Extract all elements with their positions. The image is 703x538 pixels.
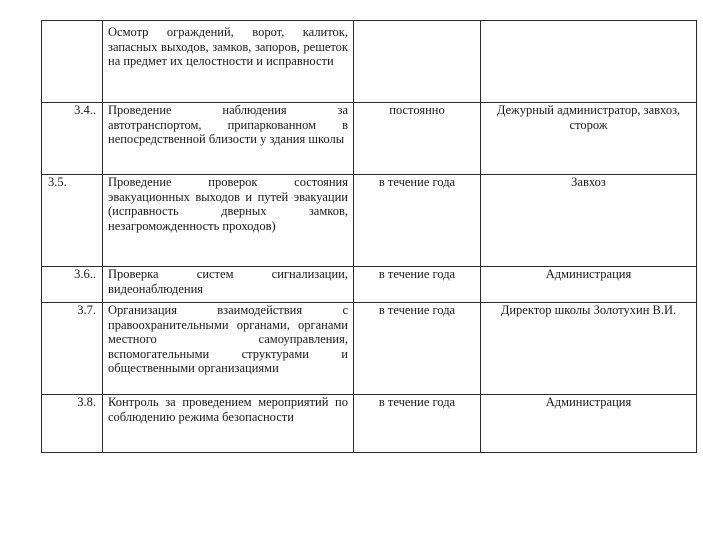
measure-description: Контроль за проведением мероприятий по соблюдению режима безопасности (103, 395, 354, 453)
responsible-cell: Дежурный администратор, завхоз, сторож (481, 103, 697, 175)
security-plan-table (41, 20, 697, 453)
table-row (42, 21, 697, 103)
row-number: 3.8. (42, 395, 103, 453)
table-row (42, 303, 697, 395)
responsible-cell: Завхоз (481, 175, 697, 267)
deadline-cell: в течение года (354, 267, 481, 303)
table-row (42, 395, 697, 453)
deadline-cell (354, 21, 481, 103)
deadline-cell: постоянно (354, 103, 481, 175)
responsible-cell: Администрация (481, 267, 697, 303)
deadline-cell: в течение года (354, 395, 481, 453)
row-number (42, 21, 103, 103)
measure-description: Проверка систем сигнализации, видеонаблюдения (103, 267, 354, 303)
responsible-cell: Директор школы Золотухин В.И. (481, 303, 697, 395)
row-number: 3.4.. (42, 103, 103, 175)
deadline-cell: в течение года (354, 175, 481, 267)
deadline-cell: в течение года (354, 303, 481, 395)
table-row (42, 175, 697, 267)
measure-description: Организация взаимодействия с правоохранительными органами, органами местного самоуправления, вспомогательными структурами и общественными организациями (103, 303, 354, 395)
measure-description: Проведение проверок состояния эвакуационных выходов и путей эвакуации (исправность дверных замков, незагроможденность проходов) (103, 175, 354, 267)
measure-description: Осмотр ограждений, ворот, калиток, запасных выходов, замков, запоров, решеток на предмет их целостности и исправности (103, 21, 354, 103)
table-row (42, 267, 697, 303)
responsible-cell (481, 21, 697, 103)
row-number: 3.6.. (42, 267, 103, 303)
responsible-cell: Администрация (481, 395, 697, 453)
row-number: 3.7. (42, 303, 103, 395)
measure-description: Проведение наблюдения за автотранспортом, припаркованном в непосредственной близости у здания школы (103, 103, 354, 175)
row-number: 3.5. (42, 175, 103, 267)
table-row (42, 103, 697, 175)
